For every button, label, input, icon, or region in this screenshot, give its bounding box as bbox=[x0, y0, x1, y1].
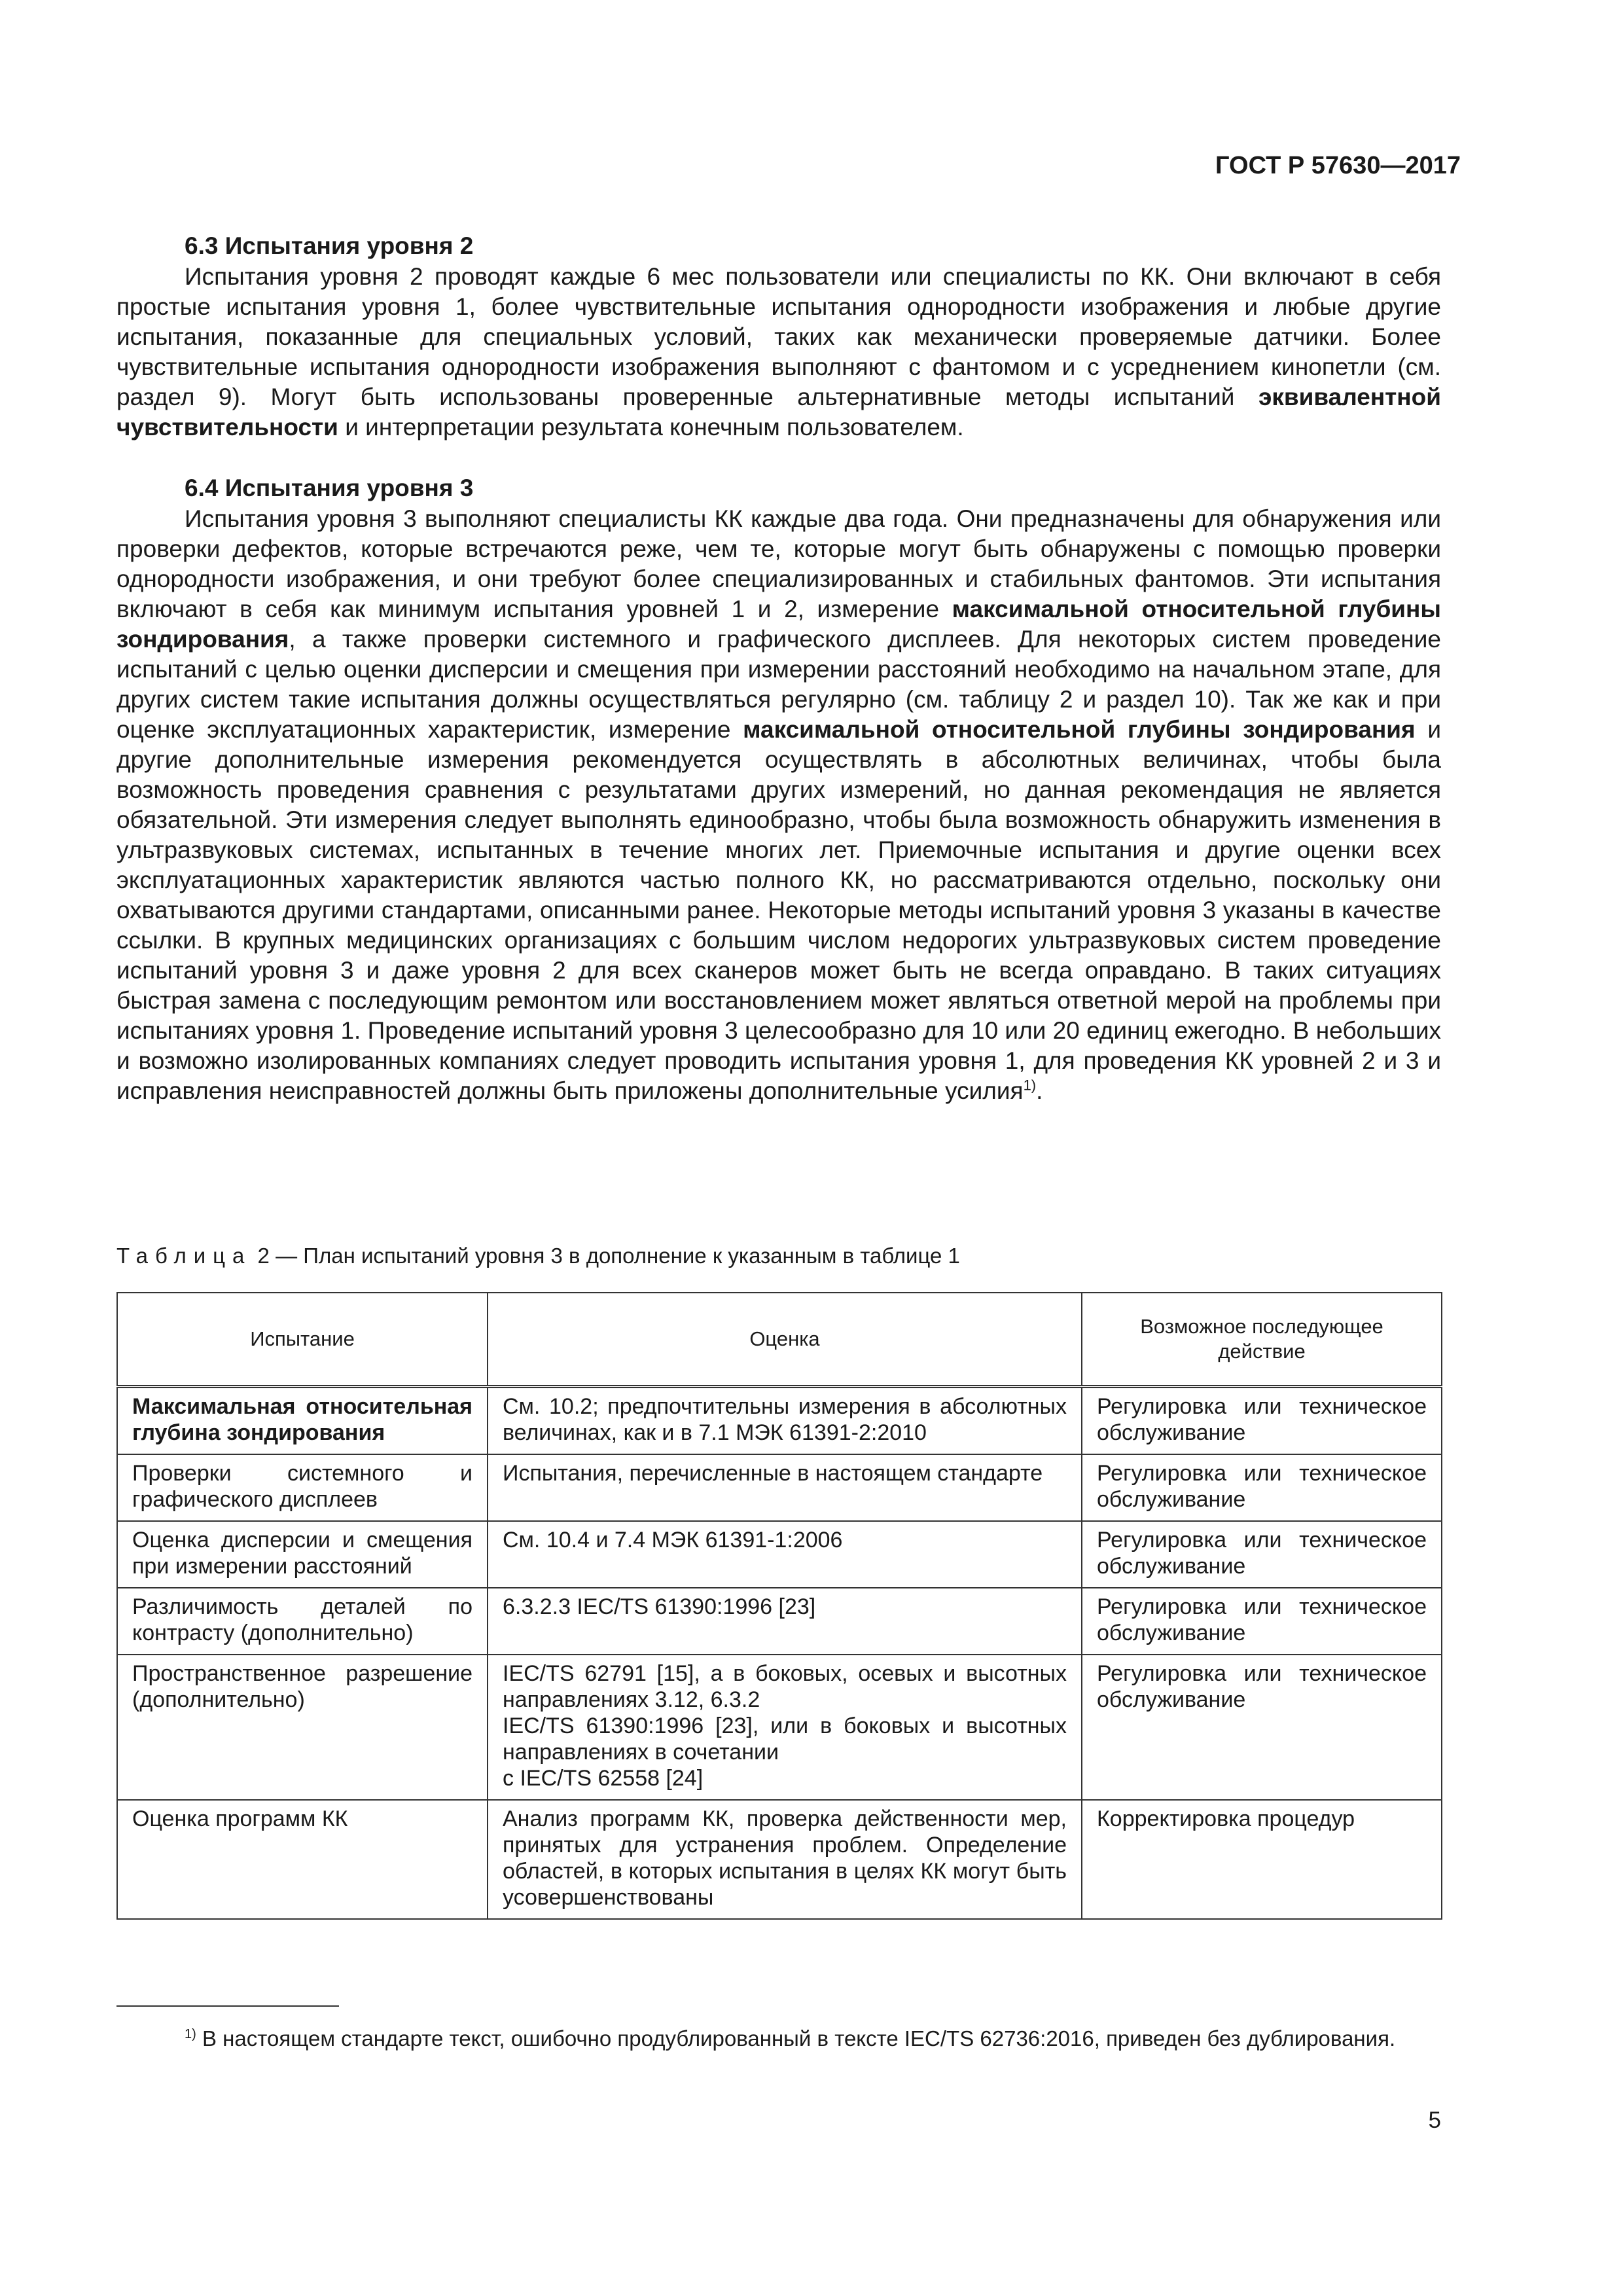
section-title: 6.3 Испытания уровня 2 bbox=[185, 232, 474, 259]
cell-action: Регулировка или техническое обслуживание bbox=[1082, 1454, 1442, 1521]
section-paragraph: Испытания уровня 2 проводят каждые 6 мес пользователи или специалисты по КК. Они включают в себя простые испытания уровня 1, более чувствительные испытания однородности изображения и любые другие испытания, показанные для специальных условий, таких как механически проверяемые датчики. Более чувствительные испытания однородности изображения выполняют с фантомом и с усреднением кинопетли (см. раздел 9). Могут быть использованы проверенные альтернативные методы испытаний эквивалентной чувствительности и интерпретации результата конечным пользователем. bbox=[116, 263, 1441, 440]
footnote-divider bbox=[116, 2005, 339, 2007]
cell-evaluation: Анализ программ КК, проверка действенности мер, принятых для устранения проблем. Определение областей, в которых испытания в целях КК могут быть усовершенствованы bbox=[488, 1800, 1082, 1919]
cell-test: Различимость деталей по контрасту (дополнительно) bbox=[117, 1588, 488, 1655]
cell-test: Оценка дисперсии и смещения при измерении расстояний bbox=[117, 1521, 488, 1588]
cell-test: Максимальная относительная глубина зондирования bbox=[117, 1387, 488, 1455]
section-6-3 bbox=[116, 230, 1441, 442]
cell-evaluation: Испытания, перечисленные в настоящем стандарте bbox=[488, 1454, 1082, 1521]
footnote: $^{1)}$ В настоящем стандарте текст, ошибочно продублированный в тексте IEC/TS 62736:2016, приведен без дублирования. bbox=[185, 2026, 1396, 2051]
table-row bbox=[117, 1387, 1442, 1455]
cell-action: Регулировка или техническое обслуживание bbox=[1082, 1655, 1442, 1800]
column-header-action: Возможное последующее действие bbox=[1082, 1293, 1442, 1387]
cell-action: Регулировка или техническое обслуживание bbox=[1082, 1521, 1442, 1588]
page-number: 5 bbox=[1428, 2108, 1441, 2133]
cell-evaluation bbox=[488, 1655, 1082, 1800]
table-row bbox=[117, 1454, 1442, 1521]
cell-test: Проверки системного и графического дисплеев bbox=[117, 1454, 488, 1521]
table-row bbox=[117, 1521, 1442, 1588]
standard-designation: ГОСТ Р 57630—2017 bbox=[1215, 152, 1461, 179]
section-paragraph: Испытания уровня 3 выполняют специалисты КК каждые два года. Они предназначены для обнаружения или проверки дефектов, которые встречаются реже, чем те, которые могут быть обнаружены с помощью проверки однородности изображения, и они требуют более специализированных и стабильных фантомов. Эти испытания включают в себя как минимум испытания уровней 1 и 2, измерение максимальной относительной глубины зондирования, а также проверки системного и графического дисплеев. Для некоторых систем проведение испытаний с целью оценки дисперсии и смещения при измерении расстояний необходимо на начальном этапе, для других систем такие испытания должны осуществляться регулярно (см. таблицу 2 и раздел 10). Так же как и при оценке эксплуатационных характеристик, измерение максимальной относительной глубины зондирования и другие дополнительные измерения рекомендуется осуществлять в абсолютных величинах, чтобы была возможность проведения сравнения с результатами других измерений, но данная рекомендация не является обязательной. Эти измерения следует выполнять единообразно, чтобы была возможность обнаружить изменения в ультразвуковых системах, испытанных в течение многих лет. Приемочные испытания и другие оценки всех эксплуатационных характеристик являются частью полного КК, но рассматриваются отдельно, поскольку они охватываются другими стандартами, описанными ранее. Некоторые методы испытаний уровня 3 указаны в качестве ссылки. В крупных медицинских организациях с большим числом недорогих ультразвуковых систем проведение испытаний уровня 3 и даже уровня 2 для всех сканеров может быть не всегда оправдано. В таких ситуациях быстрая замена с последующим ремонтом или восстановлением может являться ответной мерой на проблемы при испытаниях уровня 1. Проведение испытаний уровня 3 целесообразно для 10 или 20 единиц ежегодно. В небольших и возможно изолированных компаниях следует проводить испытания уровня 1, для проведения КК уровней 2 и 3 и исправления неисправностей должны быть приложены дополнительные усилия$^{1)}$. bbox=[116, 505, 1441, 1104]
column-header-test: Испытание bbox=[117, 1293, 488, 1387]
cell-test: Оценка программ КК bbox=[117, 1800, 488, 1919]
emphasis-term: максимальной относительной глубины зондирования bbox=[116, 596, 1441, 653]
cell-action: Регулировка или техническое обслуживание bbox=[1082, 1387, 1442, 1455]
evaluation-line: IEC/TS 62791 [15], а в боковых, осевых и высотных направлениях 3.12, 6.3.2 bbox=[503, 1661, 1067, 1712]
cell-evaluation: См. 10.4 и 7.4 МЭК 61391-1:2006 bbox=[488, 1521, 1082, 1588]
table-row bbox=[117, 1588, 1442, 1655]
table-caption: Таблица 2 — План испытаний уровня 3 в дополнение к указанным в таблице 1 bbox=[116, 1244, 960, 1268]
cell-evaluation: См. 10.2; предпочтительны измерения в абсолютных величинах, как и в 7.1 МЭК 61391-2:2010 bbox=[488, 1387, 1082, 1455]
cell-action: Регулировка или техническое обслуживание bbox=[1082, 1588, 1442, 1655]
cell-action: Корректировка процедур bbox=[1082, 1800, 1442, 1919]
test-plan-table bbox=[116, 1292, 1442, 1920]
emphasis-term: эквивалентной чувствительности bbox=[116, 384, 1441, 440]
footnote-reference[interactable]: 1) bbox=[1023, 1077, 1037, 1094]
section-title: 6.4 Испытания уровня 3 bbox=[185, 475, 474, 501]
footnote-marker: 1) bbox=[185, 2027, 196, 2041]
table-row bbox=[117, 1800, 1442, 1919]
table-row bbox=[117, 1655, 1442, 1800]
cell-test: Пространственное разрешение (дополнительно) bbox=[117, 1655, 488, 1800]
cell-evaluation: 6.3.2.3 IEC/TS 61390:1996 [23] bbox=[488, 1588, 1082, 1655]
section-6-4 bbox=[116, 473, 1441, 1106]
evaluation-line: IEC/TS 61390:1996 [23], или в боковых и высотных направлениях в сочетании bbox=[503, 1713, 1067, 1765]
column-header-evaluation: Оценка bbox=[488, 1293, 1082, 1387]
evaluation-line: с IEC/TS 62558 [24] bbox=[503, 1766, 704, 1791]
table-header-row bbox=[117, 1293, 1442, 1387]
emphasis-term: максимальной относительной глубины зондирования bbox=[743, 716, 1416, 743]
